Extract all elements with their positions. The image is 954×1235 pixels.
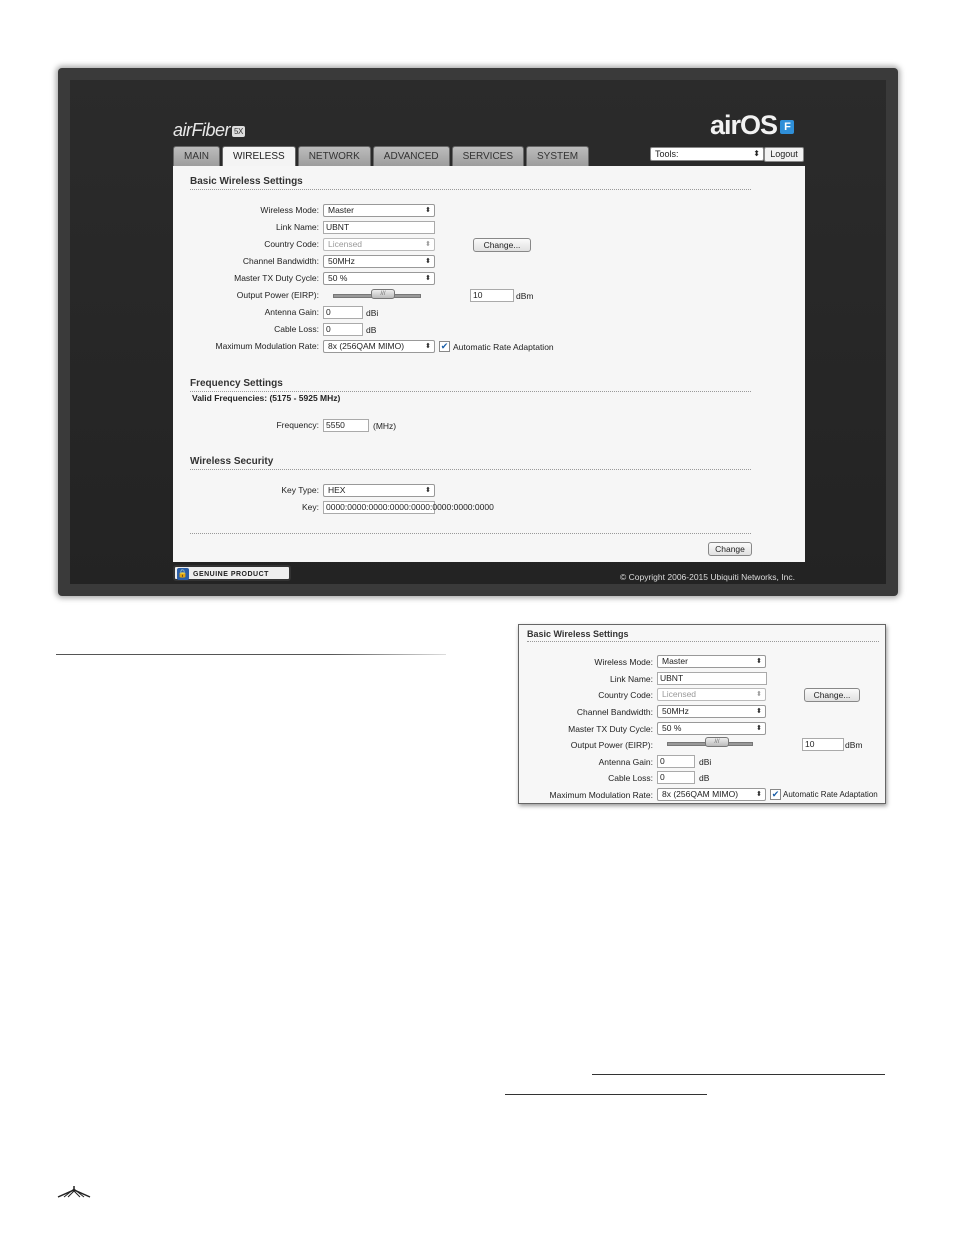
inset-duty-cycle-select[interactable]: 50 % ⬍ [657, 722, 766, 735]
airfiber-logo: airFiber 5X [173, 120, 243, 140]
tab-wireless[interactable]: WIRELESS [222, 146, 296, 167]
section-rule [56, 654, 446, 655]
modulation-label: Maximum Modulation Rate: [215, 341, 319, 351]
select-arrow-icon: ⬍ [756, 725, 762, 732]
inset-wireless-mode-label: Wireless Mode: [594, 657, 653, 667]
tools-select[interactable]: Tools: ⬍ [650, 147, 764, 161]
inset-title: Basic Wireless Settings [527, 629, 629, 639]
select-arrow-icon: ⬍ [756, 708, 762, 715]
cable-loss-unit: dB [366, 325, 377, 335]
basic-settings-inset [518, 624, 886, 804]
cable-loss-label: Cable Loss: [274, 324, 319, 334]
section-divider [527, 641, 879, 642]
country-code-label: Country Code: [264, 239, 319, 249]
select-arrow-icon: ⬍ [425, 487, 431, 494]
rate-adaptation-label: Automatic Rate Adaptation [453, 342, 554, 352]
tab-advanced[interactable]: ADVANCED [373, 146, 450, 166]
inset-link-name-input[interactable]: UBNT [657, 672, 767, 685]
inset-antenna-gain-label: Antenna Gain: [598, 757, 653, 767]
inset-cable-loss-input[interactable]: 0 [657, 771, 695, 784]
output-power-input[interactable]: 10 [470, 289, 514, 302]
frequency-unit: (MHz) [373, 421, 397, 431]
inset-rate-adaptation-label: Automatic Rate Adaptation [783, 790, 878, 799]
select-arrow-icon: ⬍ [425, 207, 431, 214]
inset-channel-bandwidth-select[interactable]: 50MHz ⬍ [657, 705, 766, 718]
wireless-security-title: Wireless Security [190, 456, 274, 467]
channel-bandwidth-label: Channel Bandwidth: [242, 256, 319, 266]
change-country-button[interactable]: Change... [473, 238, 531, 252]
frequency-settings-title: Frequency Settings [190, 378, 283, 389]
country-code-select[interactable]: Licensed ⬍ [323, 238, 435, 251]
genuine-product-badge: 🔒 GENUINE PRODUCT [173, 565, 291, 581]
main-tabs [173, 146, 589, 166]
output-power-unit: dBm [516, 291, 534, 301]
valid-frequencies-label: Valid Frequencies: (5175 - 5925 MHz) [192, 393, 341, 403]
slider-handle[interactable]: /// [371, 289, 395, 299]
inset-cable-loss-unit: dB [699, 773, 710, 783]
key-label: Key: [301, 502, 319, 512]
inset-change-country-button[interactable]: Change... [804, 688, 860, 702]
antenna-gain-label: Antenna Gain: [264, 307, 319, 317]
select-arrow-icon: ⬍ [756, 691, 762, 698]
link-name-label: Link Name: [276, 222, 319, 232]
inset-output-power-unit: dBm [845, 740, 863, 750]
rate-adaptation-checkbox[interactable]: ✔ [440, 341, 449, 351]
tab-services[interactable]: SERVICES [452, 146, 524, 166]
wireless-panel [173, 166, 805, 562]
copyright-text: © Copyright 2006-2015 Ubiquiti Networks, Inc. [620, 572, 795, 582]
output-power-label: Output Power (EIRP): [236, 290, 319, 300]
select-arrow-icon: ⬍ [756, 791, 762, 798]
inset-output-power-input[interactable]: 10 [802, 738, 844, 751]
inset-rate-adaptation-checkbox[interactable]: ✔ [771, 789, 780, 799]
select-arrow-icon: ⬍ [425, 275, 431, 282]
inset-link-name-label: Link Name: [610, 674, 653, 684]
inset-antenna-gain-input[interactable]: 0 [657, 755, 695, 768]
key-type-select[interactable]: HEX ⬍ [323, 484, 435, 497]
duty-cycle-select[interactable]: 50 % ⬍ [323, 272, 435, 285]
inset-channel-bandwidth-label: Channel Bandwidth: [576, 707, 653, 717]
hyperlink-underline[interactable] [592, 1074, 885, 1075]
wireless-mode-select[interactable]: Master ⬍ [323, 204, 435, 217]
inset-duty-cycle-label: Master TX Duty Cycle: [568, 724, 653, 734]
link-name-input[interactable]: UBNT [323, 221, 435, 234]
logout-button[interactable]: Logout [764, 147, 804, 162]
modulation-select[interactable]: 8x (256QAM MIMO) ⬍ [323, 340, 435, 353]
inset-cable-loss-label: Cable Loss: [608, 773, 653, 783]
lock-icon: 🔒 [177, 569, 189, 578]
inset-output-power-label: Output Power (EIRP): [570, 740, 653, 750]
duty-cycle-label: Master TX Duty Cycle: [234, 273, 319, 283]
inset-wireless-mode-select[interactable]: Master ⬍ [657, 655, 766, 668]
inset-country-code-label: Country Code: [598, 690, 653, 700]
airos-window [70, 80, 886, 584]
select-arrow-icon: ⬍ [425, 241, 431, 248]
frequency-label: Frequency: [276, 420, 319, 430]
select-arrow-icon: ⬍ [756, 658, 762, 665]
inset-modulation-select[interactable]: 8x (256QAM MIMO) ⬍ [657, 788, 766, 801]
inset-country-code-select[interactable]: Licensed ⬍ [657, 688, 766, 701]
airos-logo: airOS F [710, 110, 794, 141]
wireless-mode-label: Wireless Mode: [260, 205, 319, 215]
ubiquiti-logo-icon [56, 1185, 92, 1199]
hyperlink-underline[interactable] [505, 1094, 707, 1095]
channel-bandwidth-select[interactable]: 50MHz ⬍ [323, 255, 435, 268]
cable-loss-input[interactable]: 0 [323, 323, 363, 336]
inset-modulation-label: Maximum Modulation Rate: [549, 790, 653, 800]
tab-system[interactable]: SYSTEM [526, 146, 589, 166]
section-divider [190, 391, 751, 392]
section-divider [190, 189, 751, 190]
tab-main[interactable]: MAIN [173, 146, 220, 166]
basic-settings-title: Basic Wireless Settings [190, 176, 303, 187]
section-divider [190, 469, 751, 470]
inset-antenna-gain-unit: dBi [699, 757, 712, 767]
select-arrow-icon: ⬍ [425, 258, 431, 265]
frequency-input[interactable]: 5550 [323, 419, 369, 432]
select-arrow-icon: ⬍ [425, 343, 431, 350]
screenshot-frame [58, 68, 898, 596]
section-divider [190, 533, 751, 534]
antenna-gain-input[interactable]: 0 [323, 306, 363, 319]
slider-handle[interactable]: /// [705, 737, 729, 747]
key-input[interactable]: 0000:0000:0000:0000:0000:0000:0000:0000 [323, 501, 435, 514]
tab-network[interactable]: NETWORK [298, 146, 371, 166]
change-button[interactable]: Change [708, 542, 752, 556]
antenna-gain-unit: dBi [366, 308, 379, 318]
key-type-label: Key Type: [281, 485, 319, 495]
select-arrow-icon: ⬍ [753, 149, 760, 158]
